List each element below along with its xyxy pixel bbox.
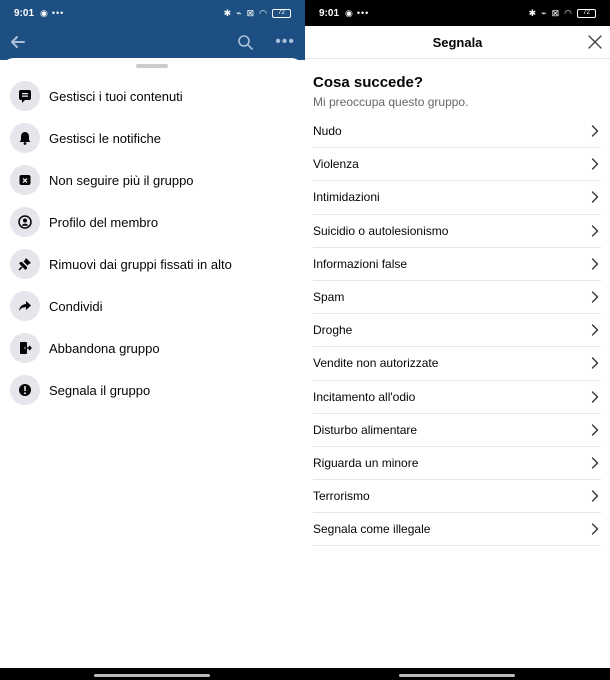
menu-label: Rimuovi dai gruppi fissati in alto (49, 256, 232, 272)
status-bar (0, 0, 305, 26)
report-option[interactable] (313, 314, 601, 347)
chevron-right-icon (591, 291, 599, 303)
report-option-label: Segnala come illegale (313, 522, 431, 537)
report-option-label: Informazioni false (313, 256, 408, 271)
report-option[interactable] (313, 381, 601, 414)
chevron-right-icon (591, 357, 599, 369)
report-option[interactable] (313, 447, 601, 480)
vibrate-icon: ⌁ (541, 7, 547, 18)
report-option-label: Riguarda un minore (313, 455, 419, 470)
share-icon (10, 291, 40, 321)
report-subtitle: Mi preoccupa questo gruppo. (313, 95, 469, 109)
report-option-label: Violenza (313, 157, 359, 172)
menu-label: Segnala il gruppo (49, 382, 151, 398)
unfollow-icon (10, 165, 40, 195)
menu-item-unfollow[interactable] (0, 159, 305, 201)
unpin-icon (10, 249, 40, 279)
profile-icon (10, 207, 40, 237)
sheet-handle[interactable] (136, 64, 168, 68)
system-nav-bar (305, 668, 610, 680)
battery-level: 72 (278, 10, 285, 16)
report-option[interactable] (313, 248, 601, 281)
menu-item-unpin[interactable] (0, 243, 305, 285)
status-time: 9:01 (14, 7, 35, 19)
battery-level: 72 (583, 10, 590, 16)
options-menu (0, 75, 305, 411)
chevron-right-icon (591, 225, 599, 237)
nfc-icon: ⊠ (246, 7, 255, 18)
report-option[interactable] (313, 148, 601, 181)
chevron-right-icon (591, 391, 599, 403)
chevron-right-icon (591, 324, 599, 336)
report-option[interactable] (313, 281, 601, 314)
menu-item-member-profile[interactable] (0, 201, 305, 243)
menu-label: Profilo del membro (49, 214, 159, 230)
more-notifications-icon: ••• (356, 8, 370, 18)
menu-label: Non seguire più il gruppo (49, 172, 194, 188)
vibrate-icon: ⌁ (236, 7, 242, 18)
status-bar (305, 0, 610, 26)
more-notifications-icon: ••• (51, 8, 65, 18)
menu-label: Gestisci i tuoi contenuti (49, 88, 183, 104)
report-option[interactable] (313, 215, 601, 248)
nfc-icon: ⊠ (551, 7, 560, 18)
menu-item-manage-content[interactable] (0, 75, 305, 117)
report-option[interactable] (313, 414, 601, 447)
chevron-right-icon (591, 490, 599, 502)
search-icon[interactable] (237, 34, 253, 50)
report-option[interactable] (313, 181, 601, 214)
bluetooth-icon: ✱ (223, 7, 232, 18)
report-header (305, 26, 610, 59)
report-option[interactable] (313, 480, 601, 513)
report-option[interactable] (313, 513, 601, 546)
menu-label: Condividi (49, 298, 103, 314)
report-option[interactable] (313, 347, 601, 380)
close-icon[interactable] (588, 35, 602, 49)
leave-icon (10, 333, 40, 363)
chevron-right-icon (591, 158, 599, 170)
battery-icon (272, 9, 291, 18)
battery-icon (577, 9, 596, 18)
report-option-label: Intimidazioni (313, 190, 380, 205)
menu-item-share[interactable] (0, 285, 305, 327)
report-screen (305, 0, 610, 680)
report-option-label: Nudo (313, 124, 342, 139)
chevron-right-icon (591, 424, 599, 436)
report-option-label: Droghe (313, 323, 353, 338)
messenger-icon: ◉ (40, 7, 48, 18)
report-option-label: Vendite non autorizzate (313, 356, 439, 371)
report-option-label: Terrorismo (313, 489, 370, 504)
wifi-icon: ◠ (259, 7, 267, 18)
menu-label: Gestisci le notifiche (49, 130, 161, 146)
chevron-right-icon (591, 258, 599, 270)
chevron-right-icon (591, 191, 599, 203)
manage-content-icon (10, 81, 40, 111)
chevron-right-icon (591, 523, 599, 535)
bluetooth-icon: ✱ (528, 7, 537, 18)
bottom-sheet (0, 58, 305, 670)
more-options-icon[interactable]: ••• (275, 33, 295, 50)
menu-item-report-group[interactable] (0, 369, 305, 411)
status-time: 9:01 (319, 7, 340, 19)
wifi-icon: ◠ (564, 7, 572, 18)
bell-icon (10, 123, 40, 153)
report-option-label: Incitamento all'odio (313, 389, 416, 404)
menu-item-notifications[interactable] (0, 117, 305, 159)
report-question: Cosa succede? (313, 74, 424, 91)
messenger-icon: ◉ (345, 7, 353, 18)
system-nav-bar (0, 668, 305, 680)
home-gesture-bar[interactable] (94, 674, 210, 677)
page-title: Segnala (432, 34, 483, 50)
menu-item-leave-group[interactable] (0, 327, 305, 369)
chevron-right-icon (591, 125, 599, 137)
report-option-label: Spam (313, 290, 345, 305)
chevron-right-icon (591, 457, 599, 469)
report-option-label: Disturbo alimentare (313, 422, 418, 437)
menu-label: Abbandona gruppo (49, 340, 160, 356)
back-arrow-icon[interactable] (8, 32, 28, 52)
home-gesture-bar[interactable] (399, 674, 515, 677)
report-option-label: Suicidio o autolesionismo (313, 223, 449, 238)
report-options-list (313, 115, 601, 546)
report-option[interactable] (313, 115, 601, 148)
app-bar (0, 26, 305, 60)
report-icon (10, 375, 40, 405)
